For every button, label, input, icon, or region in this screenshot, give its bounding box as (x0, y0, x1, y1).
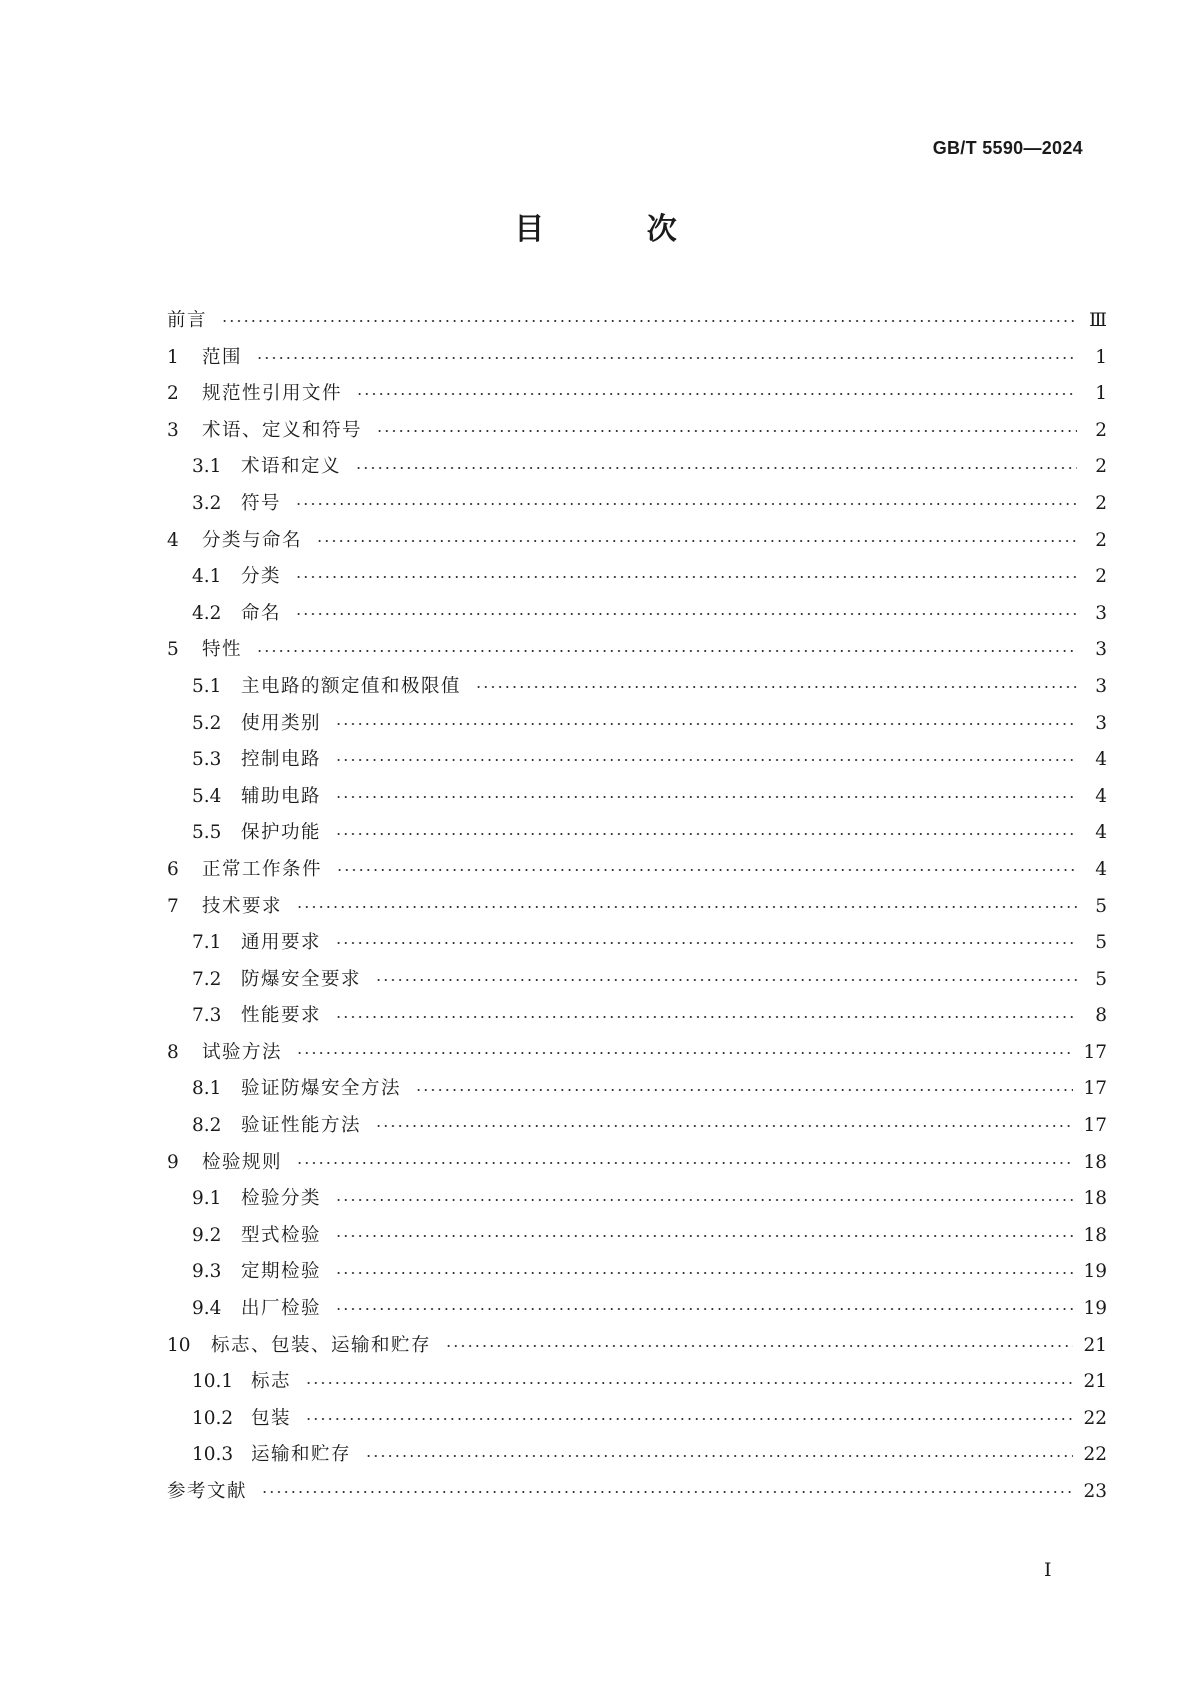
toc-entry[interactable] (167, 779, 1107, 816)
toc-entry-number: 8.1 (192, 1078, 222, 1100)
toc-entry-number: 7 (167, 895, 179, 917)
toc-entry-number: 10.2 (192, 1407, 234, 1429)
toc-dot-leader (375, 1125, 1073, 1127)
toc-entry-number: 1 (167, 346, 179, 368)
toc-entry[interactable] (167, 376, 1107, 413)
toc-dot-leader (335, 723, 1077, 725)
toc-entry-page: 22 (1083, 1444, 1107, 1466)
toc-entry-title: 性能要求 (241, 1005, 322, 1027)
toc-entry-title: 正常工作条件 (202, 858, 323, 880)
toc-entry[interactable] (167, 706, 1107, 743)
toc-entry[interactable] (167, 1437, 1107, 1474)
toc-dot-leader (261, 1491, 1073, 1493)
toc-entry-page: 17 (1083, 1041, 1107, 1063)
toc-entry-title: 型式检验 (241, 1224, 322, 1246)
toc-dot-leader (305, 1382, 1073, 1384)
toc-entry-title: 命名 (241, 602, 282, 624)
toc-dot-leader (316, 540, 1077, 542)
toc-entry-page: 2 (1095, 456, 1107, 478)
toc-entry-page: 21 (1083, 1371, 1107, 1393)
toc-entry-page: 3 (1095, 675, 1107, 697)
toc-entry-title: 参考文献 (167, 1481, 248, 1502)
toc-entry-page: 2 (1095, 492, 1107, 514)
toc-dot-leader (335, 759, 1077, 761)
toc-entry-number: 10.3 (192, 1444, 234, 1466)
toc-entry-page: 3 (1095, 712, 1107, 734)
toc-entry-number: 5.1 (192, 675, 222, 697)
toc-entry-title: 特性 (202, 639, 243, 661)
toc-entry-page: 2 (1095, 419, 1107, 441)
toc-entry-number: 4.2 (192, 602, 222, 624)
toc-entry[interactable] (167, 1145, 1107, 1182)
toc-dot-leader (335, 833, 1077, 835)
toc-dot-leader (256, 650, 1077, 652)
toc-entry-title: 检验规则 (202, 1151, 283, 1173)
toc-dot-leader (296, 1052, 1073, 1054)
toc-entry-title: 符号 (241, 492, 282, 514)
toc-dot-leader (335, 1199, 1073, 1201)
toc-entry[interactable] (167, 669, 1107, 706)
toc-entry-title: 技术要求 (202, 895, 283, 917)
toc-dot-leader (336, 869, 1077, 871)
toc-entry-title: 防爆安全要求 (241, 968, 362, 990)
table-of-contents (167, 303, 1107, 1511)
toc-entry-number: 3.1 (192, 456, 222, 478)
toc-entry-number: 7.2 (192, 968, 222, 990)
toc-entry[interactable] (167, 889, 1107, 926)
toc-entry-title: 验证防爆安全方法 (241, 1078, 402, 1100)
toc-entry-number: 9.4 (192, 1298, 222, 1320)
toc-entry-number: 9.1 (192, 1188, 222, 1210)
toc-dot-leader (335, 1016, 1077, 1018)
toc-entry-number: 7.3 (192, 1005, 222, 1027)
toc-entry-number: 4.1 (192, 566, 222, 588)
toc-entry-page: 17 (1083, 1078, 1107, 1100)
toc-entry-page: 4 (1095, 822, 1107, 844)
toc-entry-page: 17 (1083, 1115, 1107, 1137)
toc-dot-leader (335, 796, 1077, 798)
toc-entry-title: 控制电路 (241, 749, 322, 771)
toc-entry-page: 5 (1095, 932, 1107, 954)
toc-dot-leader (365, 1455, 1073, 1457)
toc-entry-number: 5.3 (192, 749, 222, 771)
toc-dot-leader (376, 430, 1077, 432)
toc-entry[interactable] (167, 815, 1107, 852)
standard-code: GB/T 5590—2024 (932, 138, 1083, 158)
toc-entry-page: 21 (1083, 1334, 1107, 1356)
toc-entry-page: 2 (1095, 529, 1107, 551)
toc-entry[interactable] (167, 523, 1107, 560)
toc-dot-leader (256, 357, 1077, 359)
toc-entry-page: 8 (1095, 1005, 1107, 1027)
toc-entry[interactable] (167, 1071, 1107, 1108)
toc-entry[interactable] (167, 925, 1107, 962)
toc-dot-leader (335, 942, 1077, 944)
toc-entry-page: 1 (1095, 383, 1107, 405)
toc-entry-page: 22 (1083, 1407, 1107, 1429)
toc-entry-number: 5.4 (192, 785, 222, 807)
toc-entry-title: 试验方法 (202, 1041, 283, 1063)
toc-entry-page: 23 (1083, 1481, 1107, 1502)
toc-entry-title: 术语和定义 (241, 456, 342, 478)
toc-entry[interactable] (167, 742, 1107, 779)
toc-dot-leader (375, 979, 1077, 981)
toc-dot-leader (335, 1235, 1073, 1237)
toc-entry[interactable] (167, 1181, 1107, 1218)
toc-entry[interactable] (167, 559, 1107, 596)
toc-dot-leader (356, 393, 1077, 395)
toc-entry-title: 主电路的额定值和极限值 (241, 675, 462, 697)
toc-entry-number: 3.2 (192, 492, 222, 514)
toc-entry-number: 3 (167, 419, 179, 441)
toc-entry[interactable] (167, 1108, 1107, 1145)
toc-dot-leader (295, 576, 1077, 578)
toc-entry[interactable] (167, 1291, 1107, 1328)
toc-entry-title: 验证性能方法 (241, 1115, 362, 1137)
toc-entry-number: 7.1 (192, 932, 222, 954)
toc-entry-page: 5 (1095, 895, 1107, 917)
toc-entry[interactable] (167, 1218, 1107, 1255)
toc-entry-title: 运输和贮存 (251, 1444, 352, 1466)
toc-entry-page: 18 (1083, 1151, 1107, 1173)
toc-entry-title: 术语、定义和符号 (202, 419, 363, 441)
toc-entry-title: 检验分类 (241, 1188, 322, 1210)
toc-entry-page: 19 (1083, 1261, 1107, 1283)
toc-entry-title: 包装 (251, 1407, 292, 1429)
toc-entry-title: 分类与命名 (202, 529, 303, 551)
toc-entry-title: 范围 (202, 346, 243, 368)
toc-entry-title: 规范性引用文件 (202, 383, 343, 405)
toc-entry-number: 2 (167, 383, 179, 405)
toc-entry[interactable] (167, 1254, 1107, 1291)
toc-entry-number: 5 (167, 639, 179, 661)
toc-entry[interactable] (167, 852, 1107, 889)
toc-entry-number: 6 (167, 858, 179, 880)
toc-entry-page: 2 (1095, 566, 1107, 588)
toc-entry[interactable] (167, 1035, 1107, 1072)
toc-entry[interactable] (167, 340, 1107, 377)
toc-entry-page: 19 (1083, 1298, 1107, 1320)
toc-entry-title: 定期检验 (241, 1261, 322, 1283)
toc-dot-leader (295, 613, 1077, 615)
toc-entry[interactable] (167, 413, 1107, 450)
toc-entry-title: 前言 (167, 310, 208, 331)
toc-entry[interactable] (167, 632, 1107, 669)
toc-entry-page: 4 (1095, 858, 1107, 880)
toc-entry-number: 10 (167, 1334, 191, 1356)
toc-entry-page: 4 (1095, 749, 1107, 771)
toc-entry[interactable] (167, 1364, 1107, 1401)
toc-dot-leader (335, 1272, 1073, 1274)
toc-entry[interactable] (167, 596, 1107, 633)
toc-dot-leader (355, 467, 1077, 469)
toc-entry[interactable] (167, 303, 1107, 340)
toc-entry[interactable] (167, 449, 1107, 486)
toc-dot-leader (221, 320, 1077, 322)
toc-entry-number: 9 (167, 1151, 179, 1173)
toc-entry-title: 辅助电路 (241, 785, 322, 807)
toc-dot-leader (295, 503, 1077, 505)
toc-dot-leader (305, 1418, 1073, 1420)
toc-entry-title: 标志 (251, 1371, 292, 1393)
toc-entry[interactable] (167, 1474, 1107, 1511)
toc-entry-title: 保护功能 (241, 822, 322, 844)
toc-entry[interactable] (167, 962, 1107, 999)
toc-entry-number: 5.2 (192, 712, 222, 734)
toc-entry-title: 标志、包装、运输和贮存 (211, 1334, 432, 1356)
toc-dot-leader (445, 1345, 1073, 1347)
toc-entry-title: 通用要求 (241, 932, 322, 954)
toc-dot-leader (415, 1089, 1073, 1091)
toc-entry[interactable] (167, 1401, 1107, 1438)
toc-entry-number: 4 (167, 529, 179, 551)
toc-entry-title: 出厂检验 (241, 1298, 322, 1320)
toc-entry-page: 3 (1095, 602, 1107, 624)
toc-entry-number: 9.3 (192, 1261, 222, 1283)
toc-entry[interactable] (167, 1328, 1107, 1365)
toc-entry-page: 4 (1095, 785, 1107, 807)
toc-entry[interactable] (167, 998, 1107, 1035)
toc-entry-page: 5 (1095, 968, 1107, 990)
toc-entry-page: 1 (1095, 346, 1107, 368)
toc-entry-page: 18 (1083, 1188, 1107, 1210)
page-number: I (1044, 1559, 1052, 1581)
toc-entry-page: 3 (1095, 639, 1107, 661)
toc-entry-title: 分类 (241, 566, 282, 588)
toc-entry-number: 8 (167, 1041, 179, 1063)
toc-entry-page: Ⅲ (1089, 310, 1107, 331)
toc-entry-number: 9.2 (192, 1224, 222, 1246)
toc-entry-number: 8.2 (192, 1115, 222, 1137)
toc-entry-number: 5.5 (192, 822, 222, 844)
toc-dot-leader (296, 1162, 1073, 1164)
toc-entry-number: 10.1 (192, 1371, 234, 1393)
toc-entry-page: 18 (1083, 1224, 1107, 1246)
toc-entry-title: 使用类别 (241, 712, 322, 734)
toc-dot-leader (475, 686, 1077, 688)
page-title: 目 次 (514, 212, 723, 247)
toc-entry[interactable] (167, 486, 1107, 523)
toc-dot-leader (296, 906, 1077, 908)
toc-dot-leader (335, 1308, 1073, 1310)
